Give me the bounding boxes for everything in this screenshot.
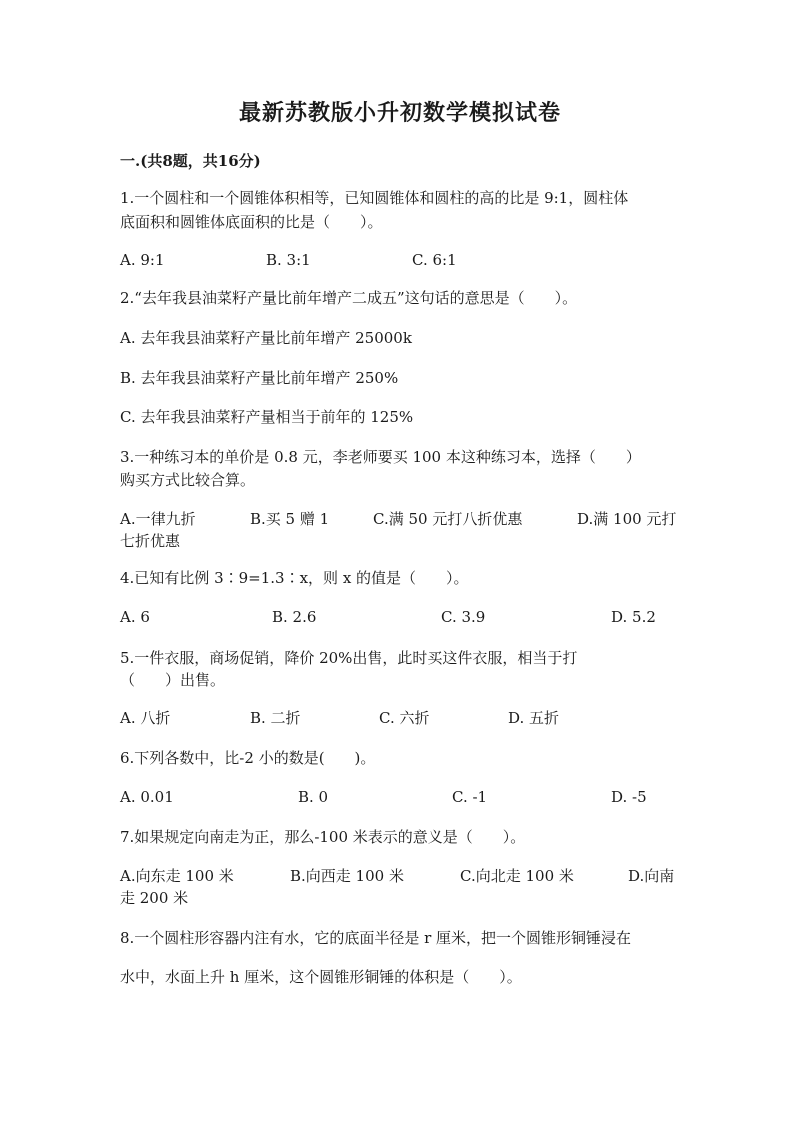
question-3-option-b: B.买 5 赠 1 bbox=[250, 510, 330, 528]
question-8-text-line-1: 8.一个圆柱形容器内注有水，它的底面半径是 r 厘米，把一个圆锥形铜锤浸在 bbox=[120, 929, 632, 947]
question-6-option-b: B. 0 bbox=[298, 788, 329, 806]
question-3-text-line-2: 购买方式比较合算。 bbox=[120, 471, 256, 489]
question-1-text-line-1: 1.一个圆柱和一个圆锥体积相等，已知圆锥体和圆柱的高的比是 9:1，圆柱体 bbox=[120, 189, 629, 207]
question-5-option-d: D. 五折 bbox=[508, 709, 560, 727]
question-3-option-d-continued: 七折优惠 bbox=[120, 532, 181, 550]
question-4-option-d: D. 5.2 bbox=[611, 608, 656, 626]
question-7-option-c: C.向北走 100 米 bbox=[460, 867, 574, 885]
question-3-text-line-1: 3.一种练习本的单价是 0.8 元，李老师要买 100 本这种练习本，选择（ ） bbox=[120, 448, 641, 466]
question-4-option-c: C. 3.9 bbox=[441, 608, 486, 626]
question-1-text-line-2: 底面积和圆锥体底面积的比是（ ）。 bbox=[120, 213, 383, 231]
question-1-option-a: A. 9:1 bbox=[120, 251, 165, 269]
question-5-option-c: C. 六折 bbox=[379, 709, 430, 727]
question-6-option-c: C. -1 bbox=[452, 788, 488, 806]
question-6-text-line-1: 6.下列各数中，比-2 小的数是( )。 bbox=[120, 749, 376, 767]
question-4-option-a: A. 6 bbox=[120, 608, 150, 626]
question-2-option-c: C. 去年我县油菜籽产量相当于前年的 125% bbox=[120, 408, 414, 426]
question-1-option-c: C. 6:1 bbox=[412, 251, 457, 269]
question-1-option-b: B. 3:1 bbox=[266, 251, 311, 269]
question-2-option-b: B. 去年我县油菜籽产量比前年增产 250% bbox=[120, 369, 399, 387]
question-5-option-b: B. 二折 bbox=[250, 709, 301, 727]
question-2-option-a: A. 去年我县油菜籽产量比前年增产 25000k bbox=[120, 329, 412, 347]
question-4-option-b: B. 2.6 bbox=[272, 608, 317, 626]
question-5-option-a: A. 八折 bbox=[120, 709, 171, 727]
question-7-option-b: B.向西走 100 米 bbox=[290, 867, 404, 885]
question-7-option-a: A.向东走 100 米 bbox=[120, 867, 234, 885]
question-7-option-d: D.向南 bbox=[628, 867, 675, 885]
question-4-text-line-1: 4.已知有比例 3∶9=1.3∶x，则 x 的值是（ ）。 bbox=[120, 569, 469, 587]
question-7-text-line-1: 7.如果规定向南走为正，那么-100 米表示的意义是（ ）。 bbox=[120, 828, 526, 846]
section-heading: 一.(共8题，共16分) bbox=[120, 152, 261, 170]
question-6-option-d: D. -5 bbox=[611, 788, 647, 806]
question-3-option-d: D.满 100 元打 bbox=[577, 510, 677, 528]
page-title: 最新苏教版小升初数学模拟试卷 bbox=[238, 100, 561, 126]
question-3-option-c: C.满 50 元打八折优惠 bbox=[373, 510, 523, 528]
question-3-option-a: A.一律九折 bbox=[120, 510, 196, 528]
question-7-option-d-continued: 走 200 米 bbox=[120, 889, 189, 907]
question-6-option-a: A. 0.01 bbox=[120, 788, 174, 806]
question-2-text-line-1: 2.“去年我县油菜籽产量比前年增产二成五”这句话的意思是（ ）。 bbox=[120, 289, 578, 307]
question-5-text-line-1: 5.一件衣服，商场促销，降价 20%出售，此时买这件衣服，相当于打 bbox=[120, 649, 578, 667]
question-5-text-line-2: （ ）出售。 bbox=[120, 671, 226, 689]
question-8-text-line-2: 水中，水面上升 h 厘米，这个圆锥形铜锤的体积是（ ）。 bbox=[120, 968, 522, 986]
